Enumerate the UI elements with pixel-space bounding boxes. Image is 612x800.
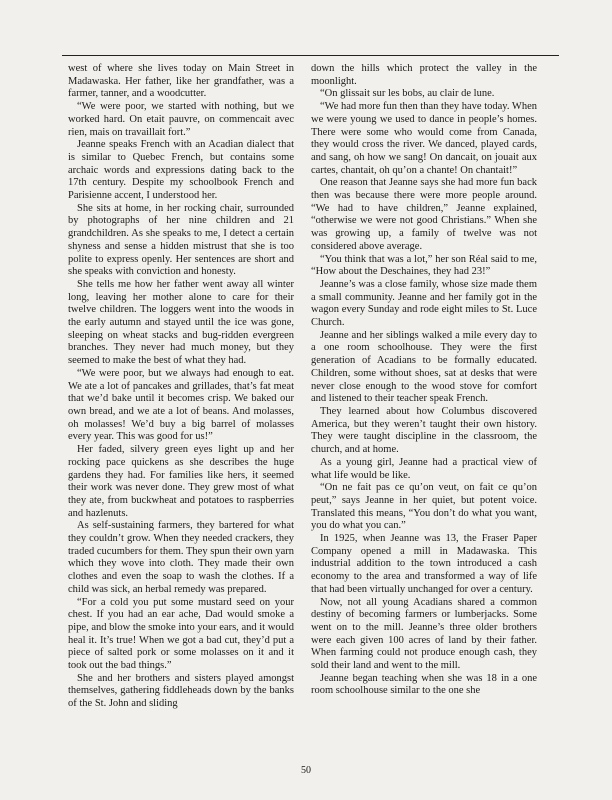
paragraph: She and her brothers and sisters played amongst themselves, gathering fiddleheads down by the banks of the St. John and sliding — [68, 672, 294, 710]
paragraph: “For a cold you put some mustard seed on your chest. If you had an ear ache, Dad would smoke a pipe, and blow the smoke into your ears, and it would heal it. It’s true! When we got a bad cut, they’d put a piece of salted pork or some molasses on it and it took out the bad things.” — [68, 596, 294, 672]
paragraph: down the hills which protect the valley in the moonlight. — [311, 63, 537, 87]
paragraph: She tells me how her father went away all winter long, leaving her mother alone to care for their twelve children. The loggers went into the woods in the early autumn and stayed until the ice was gone, sleeping on wheat stacks and bug-ridden evergreen branches. They never had much money, but they seemed to make the best of what they had. — [68, 278, 294, 367]
paragraph: As a young girl, Jeanne had a practical view of what life would be like. — [311, 456, 537, 481]
page-number: 50 — [301, 765, 311, 776]
paragraph: They learned about how Columbus discovered America, but they weren’t taught their own history. They were taught discipline in the classroom, the church, and at home. — [311, 405, 537, 456]
right-column — [311, 63, 537, 698]
paragraph: Jeanne’s was a close family, whose size made them a small community. Jeanne and her family got in the wagon every Sunday and rode eight miles to St. Luce Church. — [311, 278, 537, 329]
paragraph: As self-sustaining farmers, they bartered for what they couldn’t grow. When they needed crackers, they traded cucumbers for them. They spun their own yarn which they wove into cloth. They made their own clothes and even the soap to wash the clothes. If a child was sick, an herbal remedy was prepared. — [68, 520, 294, 595]
paragraph: Jeanne speaks French with an Acadian dialect that is similar to Quebec French, but contains some archaic words and expressions dating back to the 17th century. Despite my schoolbook French and Parisienne accent, I understood her. — [68, 139, 294, 202]
paragraph: Jeanne began teaching when she was 18 in a one room schoolhouse similar to the one she — [311, 672, 537, 697]
paragraph: Her faded, silvery green eyes light up and her rocking pace quickens as she describes the huge gardens they had. For families like hers, it seemed their work was never done. They grew most of what they ate, from buckwheat and potatoes to raspberries and hazlenuts. — [68, 444, 294, 519]
header-rule — [62, 55, 559, 56]
paragraph: Now, not all young Acadians shared a common destiny of becoming farmers or lumberjacks. Some went on to the mill. Jeanne’s three older brothers were each given 100 acres of land by their father. When farming could not produce enough cash, they sold their land and went to the mill. — [311, 596, 537, 672]
paragraph: One reason that Jeanne says she had more fun back then was because there were more people around. “We had to have children,” Jeanne explained, “otherwise we were not good Christians.” When she was growing up, a family of twelve was not considered above average. — [311, 177, 537, 252]
paragraph: west of where she lives today on Main Street in Madawaska. Her father, like her grandfather, was a farmer, tanner, and a woodcutter. — [68, 63, 294, 100]
paragraph: In 1925, when Jeanne was 13, the Fraser Paper Company opened a mill in Madawaska. This industrial addition to the town introduced a cash economy to the area and transformed a way of life that had been virtually unchanged for over a century. — [311, 533, 537, 595]
paragraph: “You think that was a lot,” her son Réal said to me, “How about the Deschaines, they had 23!” — [311, 253, 537, 278]
paragraph: She sits at home, in her rocking chair, surrounded by photographs of her nine children and 21 grandchildren. As she speaks to me, I detect a certain shyness and sense a hidden mistrust that she is too polite to express openly. Her sentences are short and she speaks with conviction and honesty. — [68, 202, 294, 278]
paragraph: “On ne fait pas ce qu’on veut, on fait ce qu’on peut,” says Jeanne in her quiet, but potent voice. Translated this means, “You don’t do what you want, you do what you can.” — [311, 482, 537, 532]
paragraph: “On glissait sur les bobs, au clair de lune. — [320, 88, 495, 100]
paragraph: Jeanne and her siblings walked a mile every day to a one room schoolhouse. They were the first generation of Acadians to be formally educated. Children, some without shoes, sat at desks that were never close enough to the wood stove for comfort and listened to their teacher speak French. — [311, 329, 537, 405]
paragraph: “We had more fun then than they have today. When we were young we used to dance in people’s homes. There were some who would come from Canada, they would cross the river. We danced, played cards, and sang, oh how we sang! On dancait, on jouait aux cartes, chantait, oh qu’on a chante! On chantait!” — [311, 101, 537, 176]
paragraph: “We were poor, but we always had enough to eat. We ate a lot of pancakes and grillades, that’s fat meat that we’d bake until it becomes crisp. We baked our own bread, and we ate a lot of beans. And molasses, oh molasses! We’d buy a big barrel of molasses every year. This was good for us!” — [68, 367, 294, 443]
paragraph: “We were poor, we started with nothing, but we worked hard. On etait pauvre, on commencait avec rien, mais on travaillait fort.” — [68, 101, 294, 138]
left-column — [68, 63, 294, 711]
